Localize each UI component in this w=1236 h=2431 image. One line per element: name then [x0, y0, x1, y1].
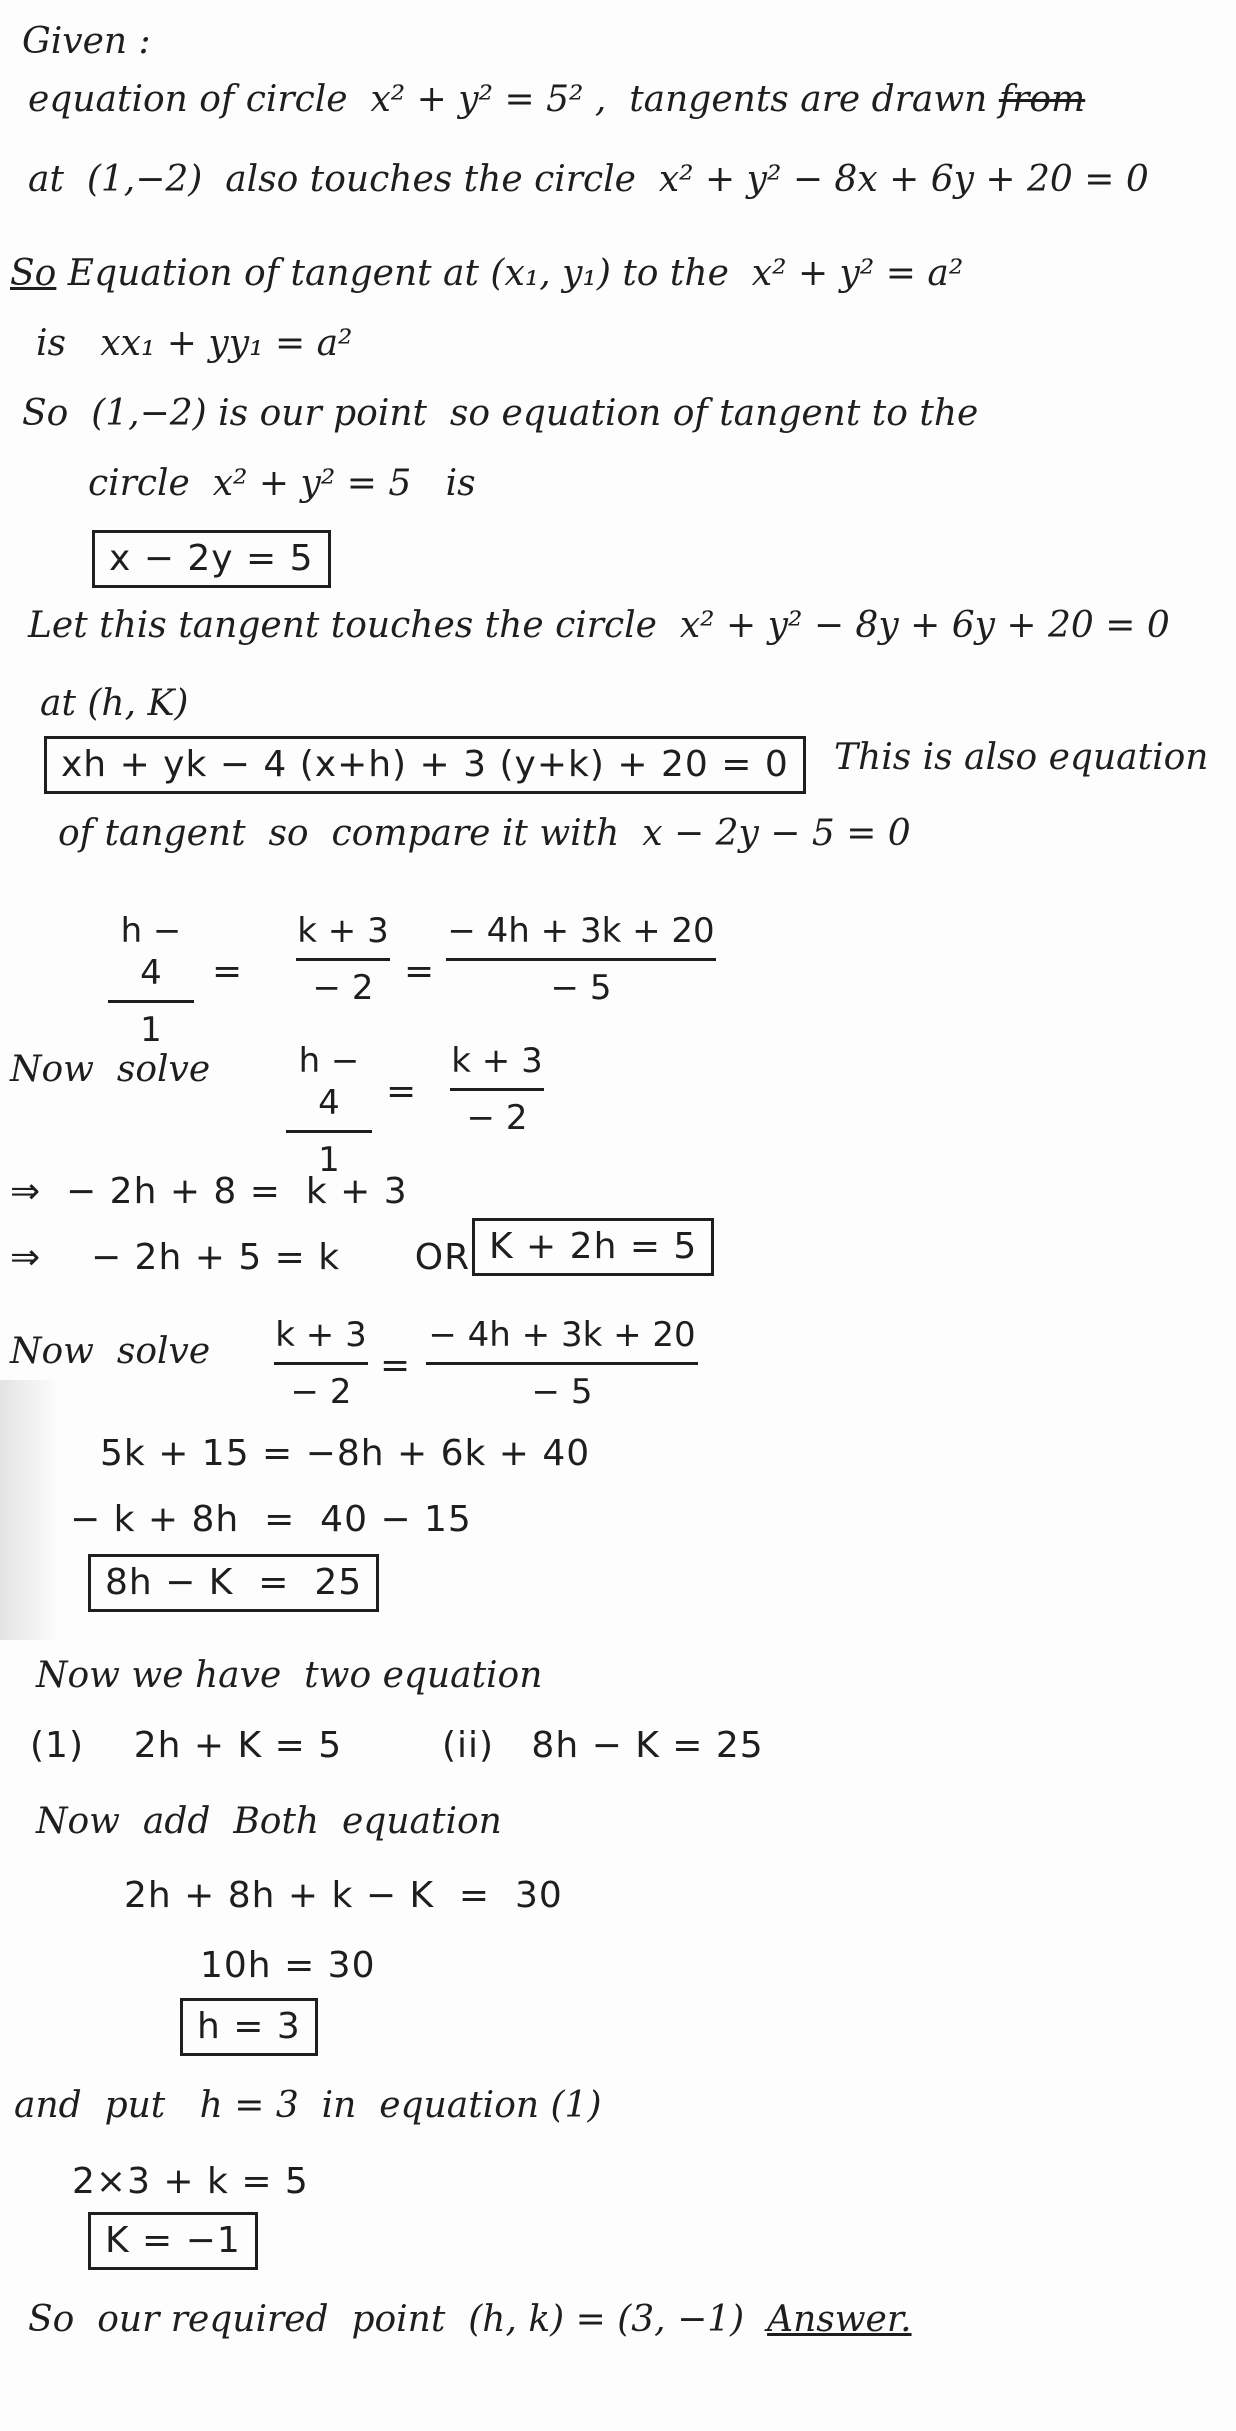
- compare-f1-num: h − 4: [120, 911, 182, 993]
- solve-1-fraction-2: [450, 1040, 544, 1139]
- solve-2-f1-num: k + 3: [275, 1315, 367, 1355]
- solve-1-f2-den: − 2: [466, 1098, 528, 1138]
- solve-2-step-2: − k + 8h = 40 − 15: [70, 1499, 472, 1540]
- answer-text: So our required point (h, k) = (3, −1): [28, 2299, 745, 2340]
- solve-2-label: Now solve: [10, 1331, 211, 1372]
- compare-fraction-1: [108, 910, 194, 1051]
- solve-2-fraction-2: [426, 1314, 698, 1413]
- compare-fraction-2: [296, 910, 390, 1009]
- given-line-1: [28, 78, 1085, 122]
- answer-line: [28, 2298, 912, 2342]
- compare-fraction-3: [446, 910, 716, 1009]
- substitute-line: and put h = 3 in equation (1): [14, 2085, 602, 2126]
- substitute-step: 2×3 + k = 5: [72, 2161, 309, 2202]
- second-circle-line-1: Let this tangent touches the circle x² + y² − 8y + 6y + 20 = 0: [28, 605, 1170, 646]
- equals-sign: =: [404, 951, 435, 992]
- k-result-box: K = −1: [88, 2212, 258, 2270]
- solve-2-fraction-1: [274, 1314, 368, 1413]
- solve-1-result-box: K + 2h = 5: [472, 1218, 714, 1276]
- solve-1-f1-den: 1: [318, 1140, 340, 1180]
- add-step-1: 2h + 8h + k − K = 30: [124, 1875, 563, 1916]
- add-step-2: 10h = 30: [200, 1945, 376, 1986]
- add-equations-line: Now add Both equation: [36, 1801, 502, 1842]
- solve-2-result-box: 8h − K = 25: [88, 1554, 379, 1612]
- solve-1-f2-num: k + 3: [451, 1041, 543, 1081]
- given-line-1-text: equation of circle x² + y² = 5² , tangents are drawn: [28, 79, 988, 120]
- second-circle-line-2: at (h, K): [40, 683, 189, 724]
- paper-shadow: [0, 1380, 60, 1640]
- tangent-rule-line-1: [10, 252, 963, 296]
- compare-f2-num: k + 3: [297, 911, 389, 951]
- system-equation-2: (ii) 8h − K = 25: [442, 1725, 764, 1766]
- solve-2-f1-den: − 2: [290, 1372, 352, 1412]
- compare-f3-num: − 4h + 3k + 20: [447, 911, 715, 951]
- answer-word: Answer.: [767, 2299, 912, 2340]
- h-result-box: h = 3: [180, 1998, 318, 2056]
- solve-1-label: Now solve: [10, 1049, 211, 1090]
- compare-f2-den: − 2: [312, 968, 374, 1008]
- tangent-rule-line-2: is xx₁ + yy₁ = a²: [36, 323, 353, 364]
- solve-2-f2-den: − 5: [531, 1372, 593, 1412]
- tangent-rule-line-3: So (1,−2) is our point so equation of tangent to the: [22, 393, 979, 434]
- struck-word: from: [998, 79, 1086, 120]
- tangent-equation-box: x − 2y = 5: [92, 530, 331, 588]
- equals-sign: =: [212, 951, 243, 992]
- system-equation-1: (1) 2h + K = 5: [30, 1725, 343, 1766]
- equals-sign: =: [386, 1071, 417, 1112]
- system-intro: Now we have two equation: [36, 1655, 543, 1696]
- given-heading: Given :: [22, 21, 151, 62]
- also-equation-note: This is also equation: [834, 737, 1209, 778]
- solve-1-fraction-1: [286, 1040, 372, 1181]
- solve-1-step-2: ⇒ − 2h + 5 = k OR: [10, 1237, 471, 1278]
- so-underlined: So: [10, 253, 57, 294]
- solve-2-f2-num: − 4h + 3k + 20: [428, 1315, 696, 1355]
- solve-1-f1-num: h − 4: [298, 1041, 360, 1123]
- general-tangent-box: xh + yk − 4 (x+h) + 3 (y+k) + 20 = 0: [44, 736, 806, 794]
- solve-2-step-1: 5k + 15 = −8h + 6k + 40: [100, 1433, 591, 1474]
- compare-f3-den: − 5: [550, 968, 612, 1008]
- compare-line: of tangent so compare it with x − 2y − 5 = 0: [58, 813, 911, 854]
- solve-1-step-1: ⇒ − 2h + 8 = k + 3: [10, 1171, 408, 1212]
- compare-f1-den: 1: [140, 1010, 162, 1050]
- given-line-2: at (1,−2) also touches the circle x² + y² − 8x + 6y + 20 = 0: [28, 159, 1149, 200]
- equals-sign: =: [380, 1345, 411, 1386]
- tangent-rule-line-4: circle x² + y² = 5 is: [88, 463, 476, 504]
- tangent-rule-line-1-rest: Equation of tangent at (x₁, y₁) to the x² + y² = a²: [56, 253, 964, 294]
